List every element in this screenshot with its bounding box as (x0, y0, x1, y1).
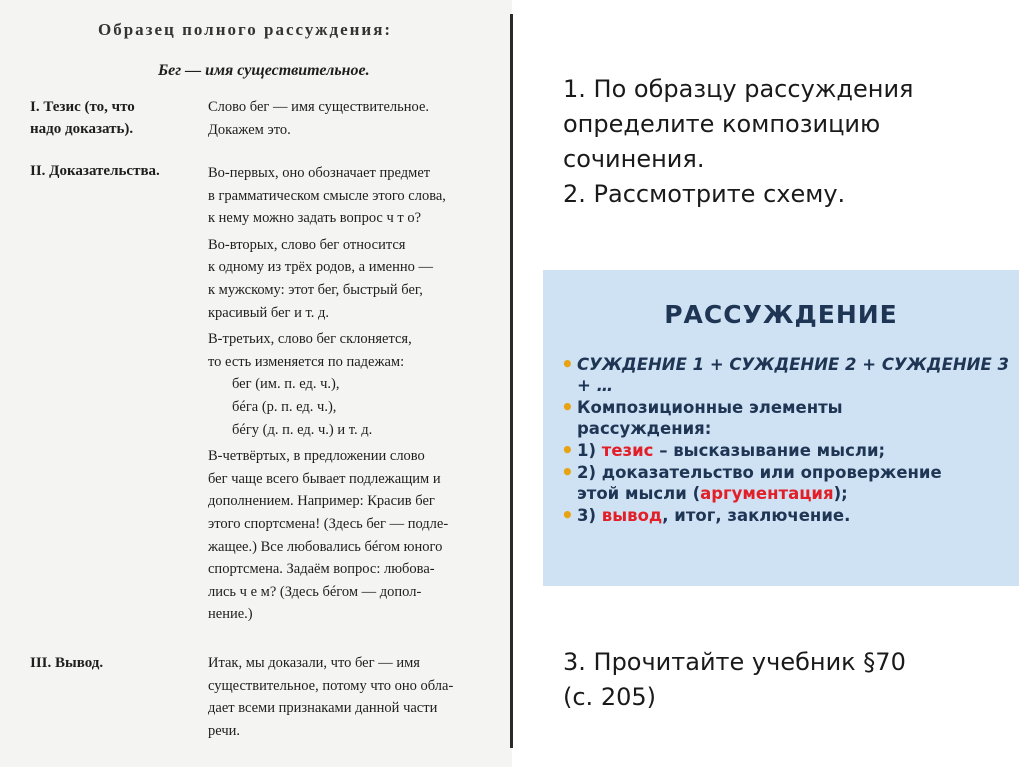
scheme-item-elements: • Композиционные элементы рассуждения: (561, 397, 1013, 439)
section-conclusion-text: Итак, мы доказали, что бег — имя существительное, потому что оно обла- дает всеми признаками данной части речи. (208, 655, 454, 739)
task-3: 3. Прочитайте учебник §70 (с. 205) (563, 648, 906, 711)
section-thesis-label: I. Тезис (то, что надо доказать). (30, 99, 135, 137)
scheme-heading: РАССУЖДЕНИЕ (664, 300, 898, 329)
section-thesis-text: Слово бег — имя существительное. Докажем это. (208, 99, 430, 138)
scheme-item-argumentation: • 2) доказательство или опровержение этой мысли (аргументация); (561, 462, 1013, 504)
reasoning-scheme (543, 270, 1019, 586)
scheme-item-judgements: • СУЖДЕНИЕ 1 + СУЖДЕНИЕ 2 + СУЖДЕНИЕ 3 + … (561, 354, 1013, 396)
scheme-item-conclusion: • 3) вывод, итог, заключение. (561, 505, 1013, 526)
section-proofs-label: II. Доказательства. (30, 163, 160, 179)
section-conclusion-label: III. Вывод. (30, 655, 104, 671)
tasks-1-2: 1. По образцу рассуждения определите композицию сочинения. 2. Рассмотрите схему. (563, 75, 914, 208)
scheme-item-thesis: • 1) тезис – высказывание мысли; (561, 440, 1013, 461)
sample-thesis-heading: Бег — имя существительное. (158, 62, 370, 79)
scheme-list (561, 354, 1013, 527)
section-proofs-text: Во-первых, оно обозначает предмет в грамматическом смысле этого слова, к нему можно задать вопрос ч т о? Во-вторых, слово бег относится к одному из трёх родов, а именно — к мужскому: этот бег, быстрый бег, красивый бег и т. д. В-третьих, слово бег склоняется, то есть изменяется по падежам: бег (им. п. ед. ч.), бéга (р. п. ед. ч.), бéгу (д. п. ед. ч.) и т. д. В-четвёртых, в предложении слово бег чаще всего бывает подлежащим и дополнением. Например: Красив бег этого спортсмена! (Здесь бег — подле- жащее.) Все любовались бéгом юного спортсмена. Задаём вопрос: любова- лись ч е м? (Здесь бéгом — допол- нение.) (208, 165, 449, 623)
page-divider (510, 14, 513, 748)
sample-title: Образец полного рассуждения: (98, 20, 393, 39)
